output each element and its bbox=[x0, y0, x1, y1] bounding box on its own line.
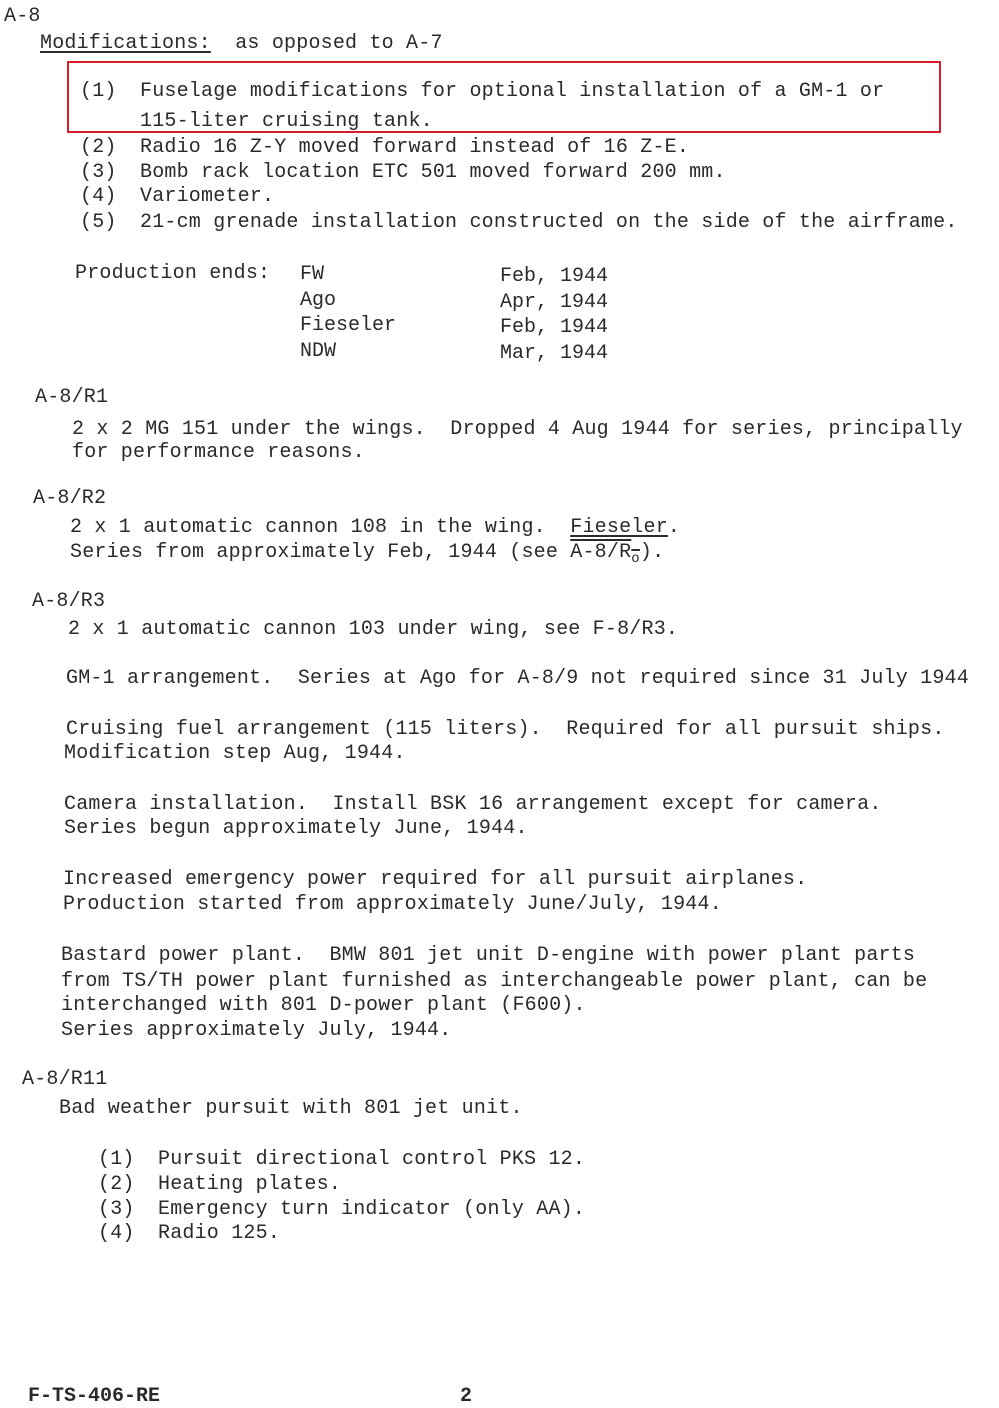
production-maker: Ago bbox=[300, 288, 337, 312]
r2-heading: A-8/R2 bbox=[33, 487, 107, 510]
r11-item-3: (3) Emergency turn indicator (only AA). bbox=[98, 1198, 586, 1221]
r3-camera-line-2: Series begun approximately June, 1944. bbox=[64, 817, 528, 840]
r2-ref: $A-8/R_o$ bbox=[570, 541, 640, 567]
r1-heading: A-8/R1 bbox=[35, 386, 109, 409]
mod-item-3: (3) Bomb rack location ETC 501 moved forward 200 mm. bbox=[80, 161, 726, 184]
r3-gm1-paragraph: GM-1 arrangement. Series at Ago for A-8/9 not required since 31 July 1944 bbox=[66, 667, 969, 690]
r11-heading: A-8/R11 bbox=[22, 1068, 108, 1091]
page-number: 2 bbox=[460, 1385, 473, 1408]
r3-power-line-1: Increased emergency power required for all pursuit airplanes. bbox=[63, 868, 808, 891]
production-date: Feb, 1944 bbox=[500, 265, 609, 288]
modifications-subtitle: as opposed to A-7 bbox=[235, 32, 443, 55]
r11-item-4: (4) Radio 125. bbox=[98, 1222, 281, 1245]
r3-power-line-2: Production started from approximately June/July, 1944. bbox=[63, 893, 722, 916]
document-id: F-TS-406-RE bbox=[28, 1385, 161, 1408]
mod-item-4: (4) Variometer. bbox=[80, 185, 275, 208]
production-makers bbox=[300, 262, 396, 364]
r11-item-2: (2) Heating plates. bbox=[98, 1173, 342, 1196]
production-maker: NDW bbox=[300, 339, 337, 363]
r11-line-1: Bad weather pursuit with 801 jet unit. bbox=[59, 1097, 523, 1120]
r1-line-1: 2 x 2 MG 151 under the wings. Dropped 4 Aug 1944 for series, principally bbox=[72, 418, 963, 441]
production-dates bbox=[500, 264, 608, 366]
r3-fuel-line-2: Modification step Aug, 1944. bbox=[64, 742, 406, 765]
r3-heading: A-8/R3 bbox=[32, 590, 106, 613]
production-date: Mar, 1944 bbox=[500, 341, 609, 365]
r2-line-2: Series from approximately Feb, 1944 (see $A-8/R_o$). bbox=[70, 541, 665, 567]
r3-bastard-line-2: from TS/TH power plant furnished as interchangeable power plant, can be bbox=[61, 970, 928, 993]
mod-item-1-cont: 115-liter cruising tank. bbox=[140, 110, 433, 133]
section-heading: A-8 bbox=[4, 5, 41, 28]
r3-bastard-line-4: Series approximately July, 1944. bbox=[61, 1019, 452, 1042]
production-date: Apr, 1944 bbox=[500, 290, 609, 314]
r3-bastard-line-1: Bastard power plant. BMW 801 jet unit D-engine with power plant parts bbox=[61, 944, 916, 967]
mod-item-5: (5) 21-cm grenade installation constructed on the side of the airframe. bbox=[80, 211, 958, 234]
r3-line-1: 2 x 1 automatic cannon 103 under wing, see F-8/R3. bbox=[68, 618, 679, 641]
production-maker: FW bbox=[300, 263, 325, 286]
modifications-label: Modifications: bbox=[40, 32, 211, 55]
r2-maker: Fieseler bbox=[570, 516, 668, 539]
production-label: Production ends: bbox=[75, 262, 271, 285]
r1-line-2: for performance reasons. bbox=[72, 441, 365, 464]
mod-item-1: (1) Fuselage modifications for optional installation of a GM-1 or bbox=[80, 80, 885, 103]
production-date: Feb, 1944 bbox=[500, 316, 609, 339]
r2-line-1: 2 x 1 automatic cannon 108 in the wing. Fieseler. bbox=[70, 516, 681, 539]
r3-fuel-line-1: Cruising fuel arrangement (115 liters). Required for all pursuit ships. bbox=[66, 718, 945, 741]
mod-item-2: (2) Radio 16 Z-Y moved forward instead of 16 Z-E. bbox=[80, 136, 690, 159]
production-maker: Fieseler bbox=[300, 314, 397, 337]
modifications-heading bbox=[40, 32, 443, 56]
r3-camera-line-1: Camera installation. Install BSK 16 arrangement except for camera. bbox=[64, 793, 882, 816]
r11-item-1: (1) Pursuit directional control PKS 12. bbox=[98, 1148, 586, 1171]
r3-bastard-line-3: interchanged with 801 D-power plant (F600). bbox=[61, 994, 586, 1017]
